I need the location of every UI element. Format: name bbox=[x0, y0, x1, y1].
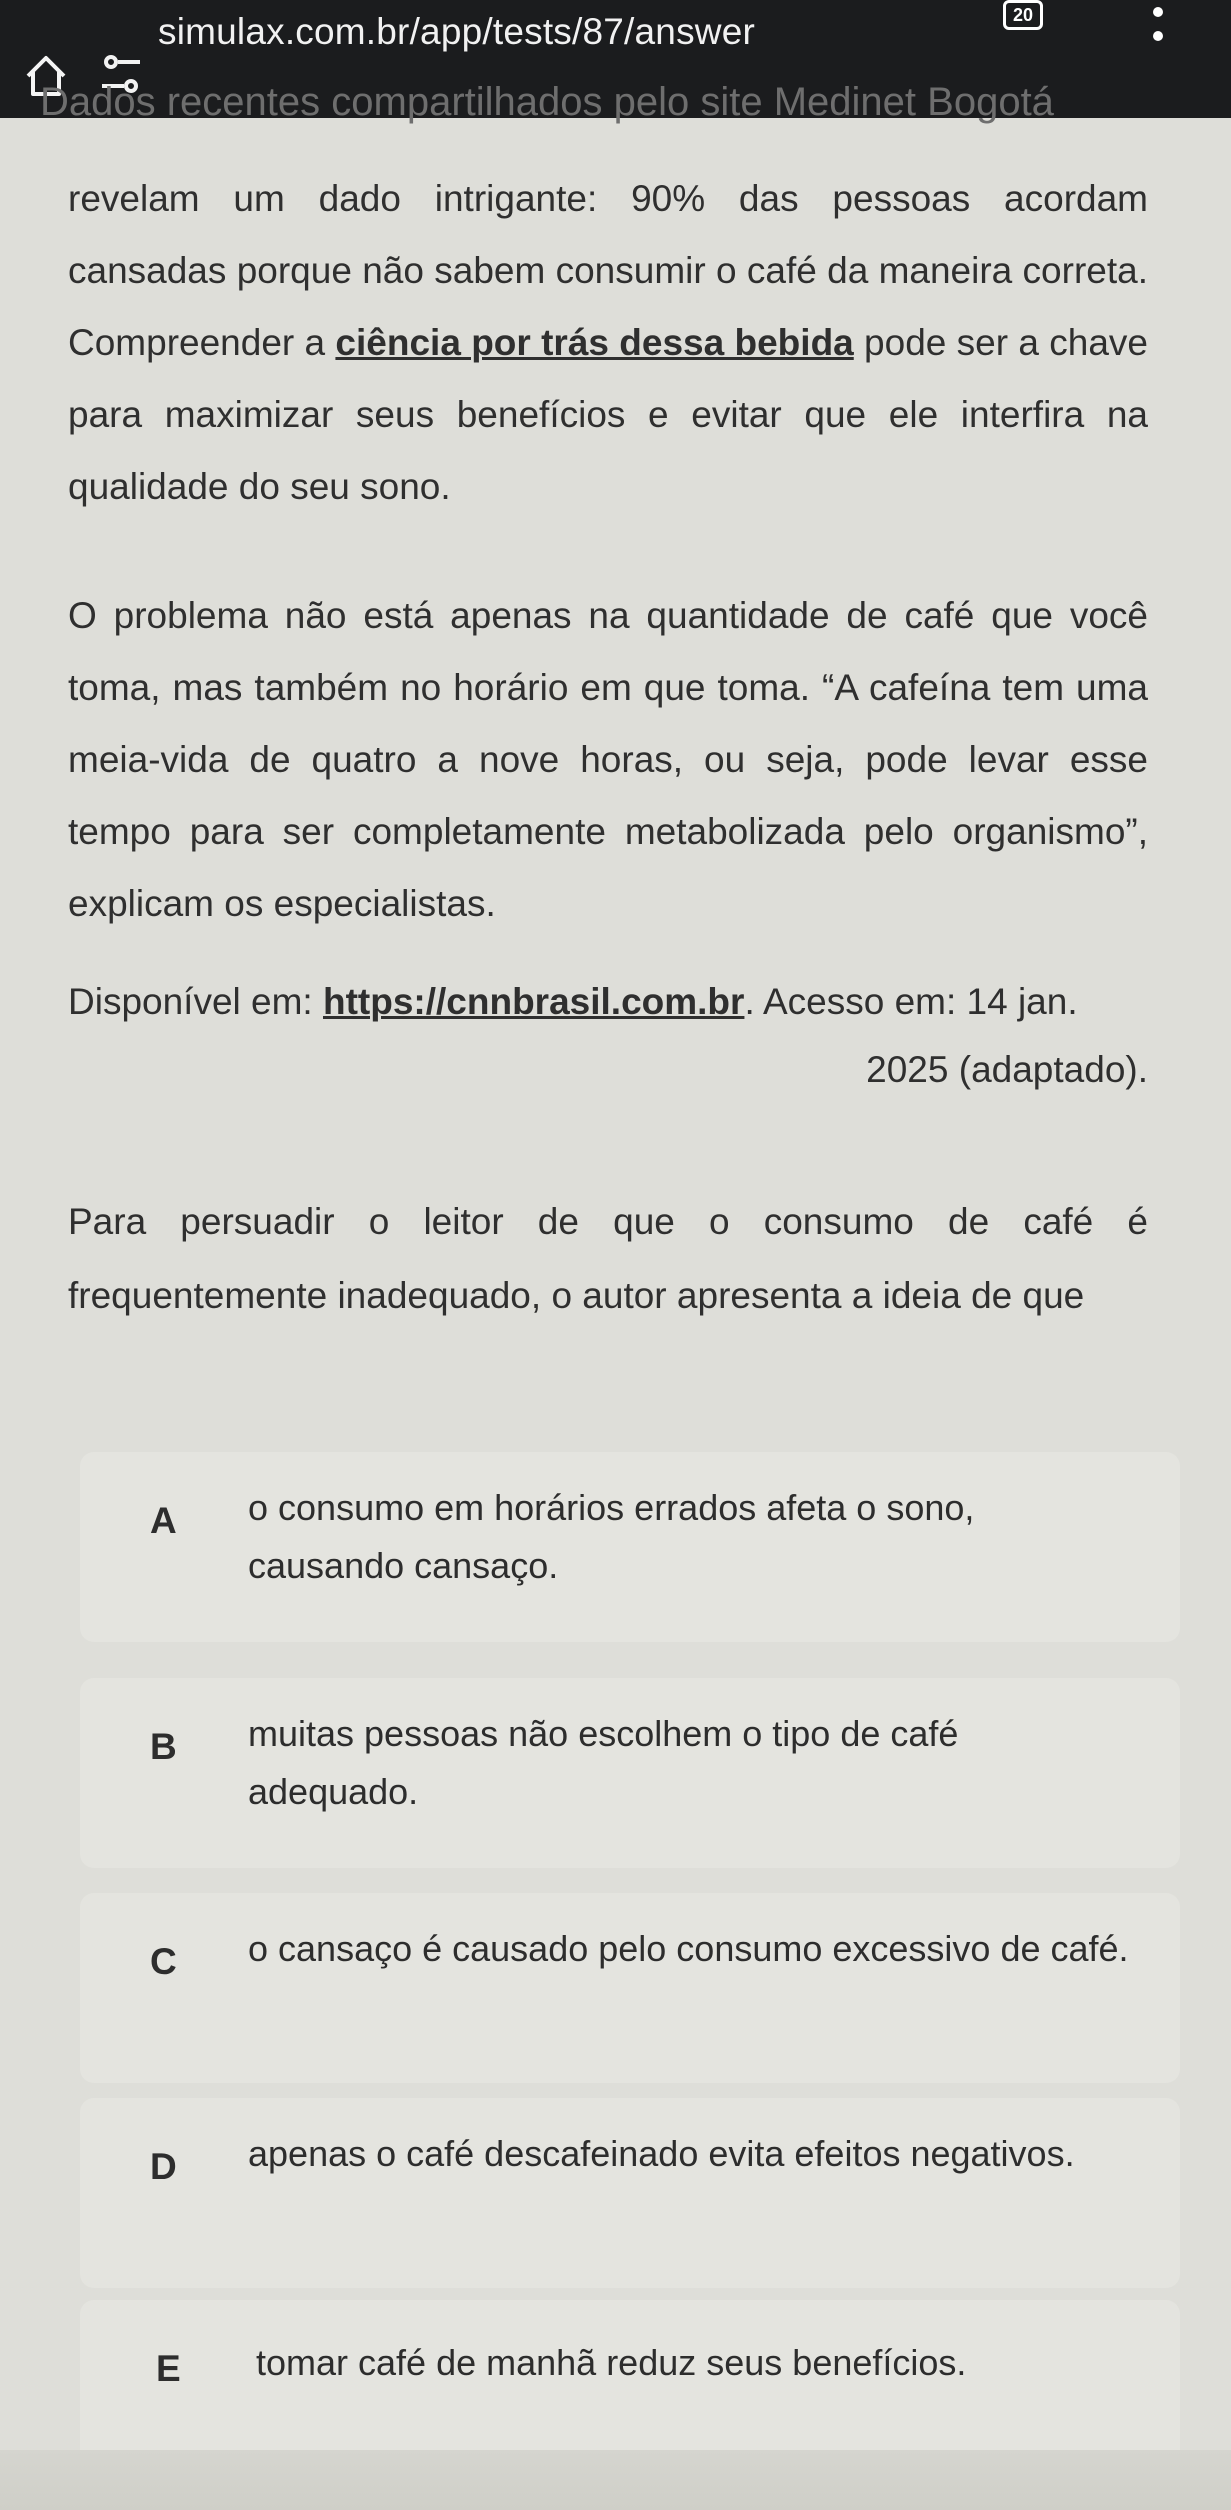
option-text-d: apenas o café descafeinado evita efeitos negativos. bbox=[248, 2133, 1075, 2174]
option-letter-a: A bbox=[150, 1500, 177, 1541]
answer-option-b[interactable] bbox=[80, 1678, 1180, 1868]
option-letter-c: C bbox=[150, 1941, 177, 1982]
article-paragraph-1-text-end: pode ser a chave para maximizar seus benefícios e evitar que ele interfira na qualidade do seu sono. bbox=[68, 322, 1148, 507]
option-letter-b: B bbox=[150, 1726, 177, 1767]
answer-option-a[interactable] bbox=[80, 1452, 1180, 1642]
source-line-2: 2025 (adaptado). bbox=[866, 1049, 1148, 1090]
source-line-1 bbox=[68, 968, 1148, 1036]
article-paragraph-1-text-start: revelam um dado intrigante: 90% das pessoas acordam cansadas porque não sabem consumir o café da maneira correta. Compreender a bbox=[68, 178, 1148, 363]
article-source bbox=[68, 968, 1148, 1104]
option-text-c: o cansaço é causado pelo consumo excessivo de café. bbox=[248, 1928, 1129, 1969]
question-prompt: Para persuadir o leitor de que o consumo de café é frequentemente inadequado, o autor apresenta a ideia de que bbox=[68, 1201, 1148, 1316]
more-options-icon[interactable] bbox=[1146, 0, 1170, 70]
source-link[interactable]: https://cnnbrasil.com.br bbox=[323, 981, 745, 1022]
option-letter-d: D bbox=[150, 2146, 177, 2187]
answer-option-c[interactable] bbox=[80, 1893, 1180, 2083]
option-text-a: o consumo em horários errados afeta o sono, causando cansaço. bbox=[248, 1487, 975, 1586]
article-cut-line: Dados recentes compartilhados pelo site Medinet Bogotá bbox=[40, 80, 1054, 124]
test-answer-page bbox=[0, 80, 1231, 2510]
article-inline-link[interactable]: ciência por trás dessa bebida bbox=[335, 322, 854, 363]
tab-count-button[interactable]: 20 bbox=[1003, 0, 1043, 30]
option-letter-e: E bbox=[156, 2348, 181, 2389]
answer-option-d[interactable] bbox=[80, 2098, 1180, 2288]
source-prefix: Disponível em: bbox=[68, 981, 323, 1022]
address-bar[interactable]: simulax.com.br/app/tests/87/answer bbox=[158, 11, 755, 52]
option-text-b: muitas pessoas não escolhem o tipo de café adequado. bbox=[248, 1713, 959, 1812]
bottom-screen-shadow bbox=[0, 2450, 1231, 2510]
article-paragraph-1 bbox=[68, 163, 1148, 523]
article-paragraph-2: O problema não está apenas na quantidade de café que você toma, mas também no horário em que toma. “A cafeína tem uma meia-vida de quatro a nove horas, ou seja, pode levar esse tempo para ser completamente metabolizada pelo organismo”, explicam os especialistas. bbox=[68, 595, 1148, 924]
source-suffix: . Acesso em: 14 jan. bbox=[744, 981, 1078, 1022]
option-text-e: tomar café de manhã reduz seus benefícios. bbox=[256, 2342, 967, 2383]
